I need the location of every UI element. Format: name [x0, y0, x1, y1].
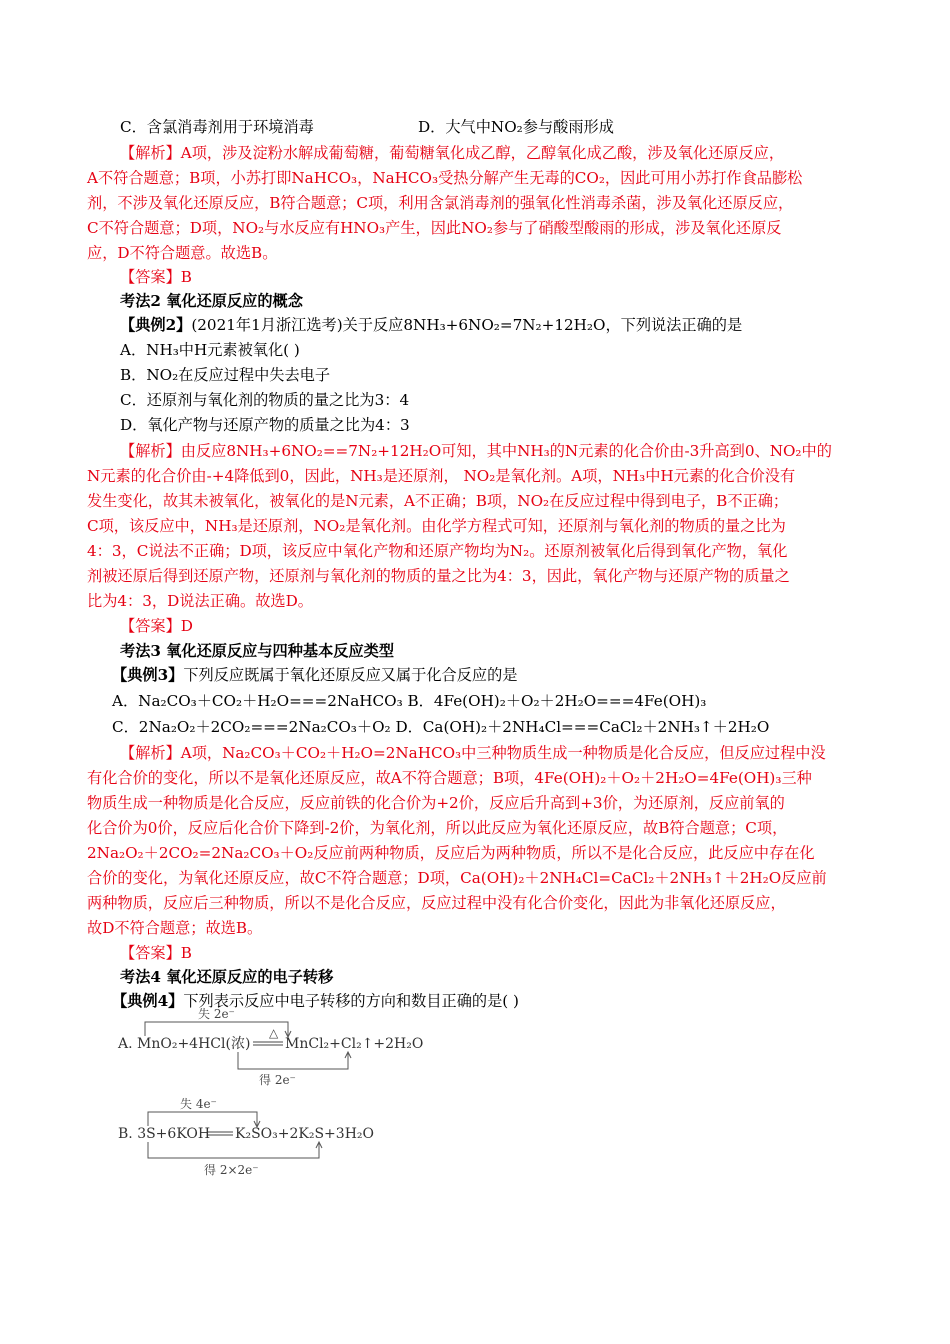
section2-answer: 【答案】D [120, 617, 193, 635]
q1-analysis-line: 应，D不符合题意。故选B。 [87, 244, 278, 262]
diagram-b-top-label: 失 4e⁻ [180, 1097, 217, 1111]
section2-analysis-line: 剂被还原后得到还原产物，还原剂与氧化剂的物质的量之比为4：3，因此，氧化产物与还原产物的质量之 [87, 567, 790, 585]
electron-transfer-diagram-b [112, 1096, 452, 1180]
diagram-b-bottom-label: 得 2×2e⁻ [204, 1163, 259, 1177]
diagram-a-top-bracket [145, 1022, 288, 1036]
section3-example-label: 【典例3】 [112, 666, 184, 684]
section2-analysis-line: 【解析】由反应8NH₃+6NO₂==7N₂+12H₂O可知，其中NH₃的N元素的化合价由-3升高到0、NO₂中的 [120, 442, 832, 460]
section3-option: A．Na₂CO₃＋CO₂＋H₂O===2NaHCO₃ B．4Fe(OH)₂＋O₂＋2H₂O===4Fe(OH)₃ [112, 692, 707, 710]
diagram-a-top-label: 失 2e⁻ [198, 1007, 235, 1021]
diagram-a-bottom-label: 得 2e⁻ [259, 1073, 296, 1087]
section4-title: 考法4 氧化还原反应的电子转移 [120, 968, 334, 986]
section2-analysis-line: 比为4：3，D说法正确。故选D。 [87, 592, 313, 610]
q1-analysis-line: 剂，不涉及氧化还原反应，B符合题意；C项，利用含氯消毒剂的强氧化性消毒杀菌，涉及氧化还原反应， [87, 194, 794, 212]
section2-analysis-line: C项，该反应中，NH₃是还原剂，NO₂是氧化剂。由化学方程式可知，还原剂与氧化剂的物质的量之比为 [87, 517, 786, 535]
q1-analysis-line: C不符合题意；D项，NO₂与水反应有HNO₃产生，因此NO₂参与了硝酸型酸雨的形成，涉及氧化还原反 [87, 219, 782, 237]
electron-transfer-diagram-a [112, 1006, 452, 1092]
diagram-b-svg [112, 1096, 452, 1180]
q1-answer: 【答案】B [120, 268, 192, 286]
diagram-a-equation-right: MnCl₂+Cl₂↑+2H₂O [285, 1036, 424, 1052]
section3-analysis-line: 故D不符合题意；故选B。 [87, 919, 263, 937]
diagram-b-equation-right: K₂SO₃+2K₂S+3H₂O [235, 1126, 374, 1142]
section3-analysis-line: 物质生成一种物质是化合反应，反应前铁的化合价为+2价，反应后升高到+3价，为还原剂，反应前氧的 [87, 794, 785, 812]
section3-analysis-line: 化合价为0价，反应后化合价下降到-2价，为氧化剂，所以此反应为氧化还原反应，故B符合题意；C项， [87, 819, 788, 837]
diagram-a-bottom-bracket [238, 1052, 348, 1069]
section4-example-text: 下列表示反应中电子转移的方向和数目正确的是( ) [183, 992, 519, 1010]
q1-option-d: D．大气中NO₂参与酸雨形成 [418, 118, 614, 136]
section2-option: D．氧化产物与还原产物的质量之比为4：3 [120, 416, 410, 434]
section3-example-text: 下列反应既属于氧化还原反应又属于化合反应的是 [183, 666, 518, 684]
section2-example-label: 【典例2】 [120, 316, 192, 334]
section2-example-text: (2021年1月浙江选考)关于反应8NH₃+6NO₂=7N₂+12H₂O，下列说法正确的是 [191, 316, 743, 334]
section3-analysis-line: 有化合价的变化，所以不是氧化还原反应，故A不符合题意；B项，4Fe(OH)₂＋O₂＋2H₂O=4Fe(OH)₃三种 [87, 769, 812, 787]
diagram-b-bottom-bracket [148, 1142, 319, 1158]
section3-analysis-line: 合价的变化，为氧化还原反应，故C不符合题意；D项，Ca(OH)₂＋2NH₄Cl=CaCl₂＋2NH₃↑＋2H₂O反应前 [87, 869, 827, 887]
section2-example [120, 314, 742, 336]
diagram-a-equation-left: A. MnO₂+4HCl(浓) [118, 1036, 251, 1052]
section2-option: A．NH₃中H元素被氧化( ) [120, 341, 300, 359]
section2-option: B．NO₂在反应过程中失去电子 [120, 366, 331, 384]
section2-analysis-line: N元素的化合价由-+4降低到0，因此，NH₃是还原剂， NO₂是氧化剂。A项，NH₃中H元素的化合价没有 [87, 467, 796, 485]
diagram-b-equation-left: B. 3S+6KOH [118, 1126, 211, 1142]
section3-analysis-line: 2Na₂O₂＋2CO₂=2Na₂CO₃＋O₂反应前两种物质，反应后为两种物质，所以不是化合反应，此反应中存在化 [87, 844, 815, 862]
section2-analysis-line: 发生变化，故其未被氧化，被氧化的是N元素，A不正确；B项，NO₂在反应过程中得到电子，B不正确； [87, 492, 789, 510]
section3-option: C．2Na₂O₂＋2CO₂===2Na₂CO₃＋O₂ D．Ca(OH)₂＋2NH₄Cl===CaCl₂＋2NH₃↑＋2H₂O [112, 718, 770, 736]
q1-analysis-line: 【解析】A项，涉及淀粉水解成葡萄糖，葡萄糖氧化成乙醇，乙醇氧化成乙酸，涉及氧化还原反应， [120, 144, 785, 162]
section3-example [112, 664, 517, 686]
section2-option: C．还原剂与氧化剂的物质的量之比为3：4 [120, 391, 410, 409]
diagram-a-svg [112, 1006, 452, 1092]
q1-option-c: C．含氯消毒剂用于环境消毒 [120, 118, 314, 136]
diagram-b-top-bracket [148, 1112, 257, 1126]
q1-analysis-line: A不符合题意；B项，小苏打即NaHCO₃，NaHCO₃受热分解产生无毒的CO₂，因此可用小苏打作食品膨松 [87, 169, 803, 187]
section2-title: 考法2 氧化还原反应的概念 [120, 292, 303, 310]
section2-analysis-line: 4：3，C说法不正确；D项，该反应中氧化产物和还原产物均为N₂。还原剂被氧化后得到氧化产物，氧化 [87, 542, 788, 560]
section3-analysis-line: 两种物质，反应后三种物质，所以不是化合反应，反应过程中没有化合价变化，因此为非氧化还原反应， [87, 894, 786, 912]
section4-example-label: 【典例4】 [112, 992, 184, 1010]
section3-title: 考法3 氧化还原反应与四种基本反应类型 [120, 642, 395, 660]
section3-analysis-line: 【解析】A项，Na₂CO₃＋CO₂＋H₂O=2NaHCO₃中三种物质生成一种物质是化合反应，但反应过程中没 [120, 744, 826, 762]
section3-answer: 【答案】B [120, 944, 192, 962]
diagram-a-condition: △ [269, 1026, 279, 1040]
